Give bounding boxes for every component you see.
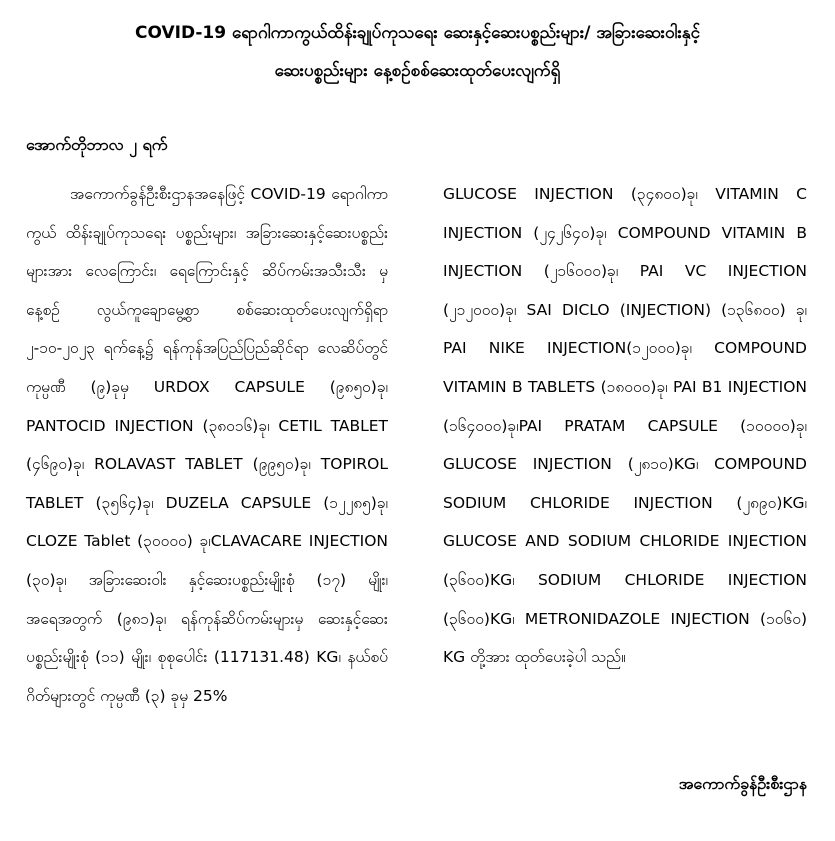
body-column-right: GLUCOSE INJECTION (၃၄၈၀၀)ခု၊ VITAMIN C INJECTION (၂၄၂၆၄၀)ခု၊ COMPOUND VITAMIN B INJECTION (၂၁၆၀၀၀)ခု၊ PAI VC INJECTION (၂၁၂၀၀၀)ခု၊ SAI DICLO (INJECTION) (၁၃၆၈၀၀) ခု၊ PAI NIKE INJECTION(၁၂၀၀၀)ခု၊ COMPOUND VITAMIN B TABLETS (၁၈၀၀၀)ခု၊ PAI B1 INJECTION (၁၆၄၀၀၀)ခု၊PAI PRATAM CAPSULE (၁၀၀၀၀)ခု၊ GLUCOSE INJECTION (၂၈၁၀)KG၊ COMPOUND SODIUM CHLORIDE INJECTION (၂၈၉၀)KG၊ GLUCOSE AND SODIUM CHLORIDE INJECTION (၃၆၀၀)KG၊ SODIUM CHLORIDE INJECTION (၃၆၀၀)KG၊ METRONIDAZOLE INJECTION (၁၀၆၀) KG တို့အား ထုတ်ပေးခဲ့ပါ သည်။ [443, 185, 807, 667]
document-title [26, 14, 809, 90]
title-line-1: COVID-19 ရောဂါကာကွယ်ထိန်းချုပ်ကုသရေး ဆေးနှင့်ဆေးပစ္စည်းများ/ အခြားဆေးဝါးနှင့် [135, 23, 700, 43]
publication-date: အောက်တိုဘာလ ၂ ရက် [26, 135, 168, 154]
title-line-2: ဆေးပစ္စည်းများ နေ့စဉ်စစ်ဆေးထုတ်ပေးလျက်ရှိ [274, 61, 561, 81]
body-column-left: အကောက်ခွန်ဦးစီးဌာနအနေဖြင့် COVID-19 ရောဂါကာကွယ် ထိန်းချုပ်ကုသရေး ပစ္စည်းများ၊ အခြားဆေးနှင့်ဆေးပစ္စည်းများအား လေကြောင်း၊ ရေကြောင်းနှင့် ဆိပ်ကမ်းအသီးသီး မှ နေ့စဉ် လွယ်ကူချောမွေ့စွာ စစ်ဆေးထုတ်ပေးလျက်ရှိရာ ၂-၁၀-၂၀၂၃ ရက်နေ့၌ ရန်ကုန်အပြည်ပြည်ဆိုင်ရာ လေဆိပ်တွင် ကုမ္ပဏီ (၉)ခုမှ URDOX CAPSULE (၉၈၅၀)ခု၊ PANTOCID INJECTION (၃၈၀၁၆)ခု၊ CETIL TABLET (၄၆၉၀)ခု၊ ROLAVAST TABLET (၉၉၅၀)ခု၊ TOPIROL TABLET (၃၅၆၄)ခု၊ DUZELA CAPSULE (၁၂၂၈၅)ခု၊ CLOZE Tablet (၃၀၀၀၀) ခု၊CLAVACARE INJECTION (၃၀)ခု၊ အခြားဆေးဝါး နှင့်ဆေးပစ္စည်းမျိုးစုံ (၁၇) မျိုး၊ အရေအတွက် (၉၈၁)ခု၊ ရန်ကုန်ဆိပ်ကမ်းများမှ ဆေးနှင့်ဆေး ပစ္စည်းမျိုးစုံ (၁၁) မျိုး၊ စုစုပေါင်း (117131.48) KG၊ နယ်စပ်ဂိတ်များတွင် ကုမ္ပဏီ (၃) ခုမှ 25% [26, 185, 388, 705]
signature: အကောက်ခွန်ဦးစီးဌာန [678, 774, 807, 793]
